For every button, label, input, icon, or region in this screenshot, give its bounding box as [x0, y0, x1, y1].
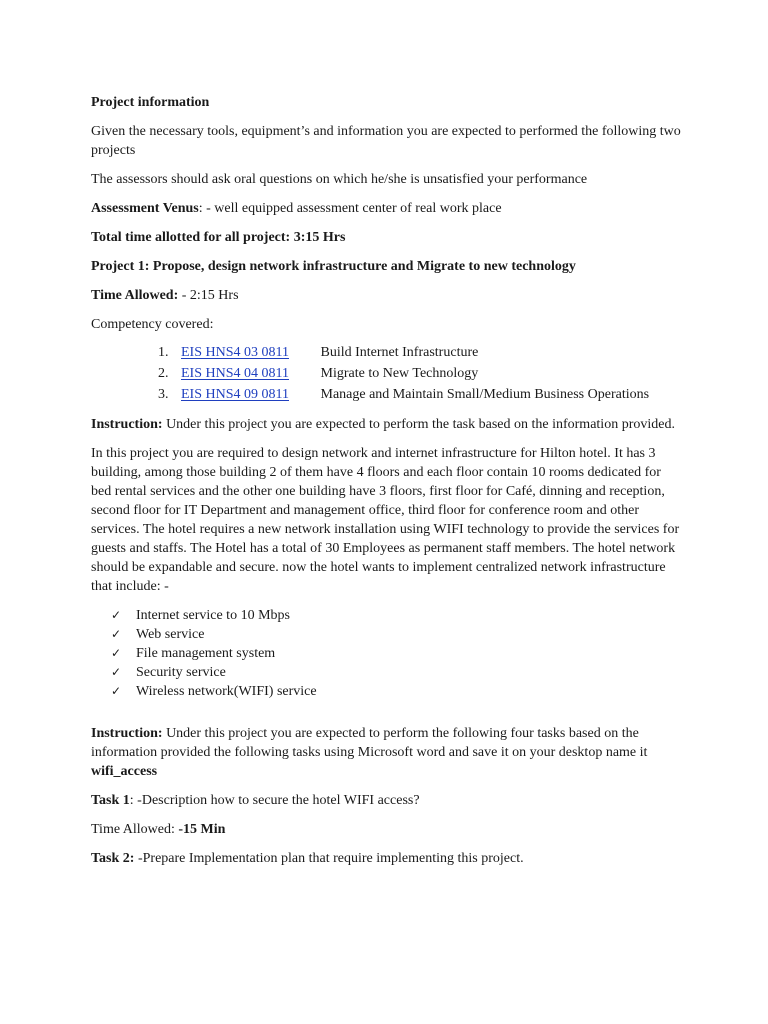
instruction-1-text: Under this project you are expected to perform the task based on the information provided. — [162, 417, 675, 432]
instruction-1 — [91, 415, 681, 434]
competency-name: Build Internet Infrastructure — [320, 345, 479, 360]
competency-code-link[interactable]: EIS HNS4 03 0811 — [181, 345, 289, 360]
file-name: wifi_access — [91, 764, 158, 779]
task-1-label: Task 1 — [91, 793, 130, 808]
competency-item — [91, 342, 681, 363]
competency-item — [91, 363, 681, 384]
project-description: In this project you are required to design network and internet infrastructure for Hilton hotel. It has 3 building, among those building 2 of them have 4 floors and each floor contain 10 rooms dedicated for bed rental services and the other one building have 3 floors, first floor for Café, dinning and reception, second floor for IT Department and management office, third floor for conference room and other services. The hotel requires a new network installation using WIFI technology to provide the services for guests and staffs. The Hotel has a total of 30 Employees as permanent staff members. The hotel network should be expandable and secure. now the hotel wants to implement centralized network infrastructure that include: - — [91, 446, 680, 594]
project-1-title: Project 1: Propose, design network infrastructure and Migrate to new technology — [91, 259, 576, 274]
task-2-text: -Prepare Implementation plan that require implementing this project. — [134, 851, 524, 866]
competency-code-link[interactable]: EIS HNS4 04 0811 — [181, 366, 289, 381]
total-time: Total time allotted for all project: 3:15 Hrs — [91, 230, 346, 245]
task-1-text: : -Description how to secure the hotel WIFI access? — [129, 793, 420, 808]
competency-number: 2. — [158, 366, 169, 381]
intro-paragraph: Given the necessary tools, equipment’s and information you are expected to performed the following two projects — [91, 124, 681, 158]
time-allowed-value: -15 Min — [178, 822, 226, 837]
time-allowed-value: - 2:15 Hrs — [178, 288, 239, 303]
competency-number: 3. — [158, 387, 169, 402]
document-title: Project information — [91, 95, 210, 110]
checkmark-icon: ✓ — [111, 627, 122, 641]
checkmark-icon: ✓ — [111, 608, 122, 622]
competency-code-link[interactable]: EIS HNS4 09 0811 — [181, 387, 289, 402]
spacer — [91, 701, 681, 724]
document-page — [91, 93, 681, 878]
task-1 — [91, 791, 681, 810]
venue-label: Assessment Venus — [91, 201, 199, 216]
time-allowed-label: Time Allowed: — [91, 822, 179, 837]
requirement-item: ✓ Wireless network(WIFI) service — [111, 684, 317, 699]
time-allowed-label: Time Allowed: — [91, 288, 179, 303]
task-1-time-allowed — [91, 820, 681, 839]
venue-text: : - well equipped assessment center of real work place — [198, 201, 502, 216]
checkmark-icon: ✓ — [111, 684, 122, 698]
competency-item — [91, 384, 681, 405]
requirement-item: ✓ Internet service to 10 Mbps — [111, 608, 290, 623]
instruction-label: Instruction: — [91, 726, 163, 741]
competency-label: Competency covered: — [91, 317, 214, 332]
task-2 — [91, 849, 681, 868]
requirement-item: ✓ Security service — [111, 665, 226, 680]
assessor-note: The assessors should ask oral questions on which he/she is unsatisfied your performance — [91, 172, 588, 187]
instruction-2-text: Under this project you are expected to perform the following four tasks based on the information provided the following tasks using Microsoft word and save it on your desktop name it — [91, 726, 648, 760]
competency-name: Migrate to New Technology — [320, 366, 479, 381]
instruction-2 — [91, 724, 681, 781]
assessment-venue — [91, 199, 681, 218]
requirement-item: ✓ File management system — [111, 646, 276, 661]
competency-name: Manage and Maintain Small/Medium Business Operations — [320, 387, 650, 402]
checkmark-icon: ✓ — [111, 646, 122, 660]
requirement-item: ✓ Web service — [111, 627, 205, 642]
requirements-list — [91, 606, 681, 701]
instruction-label: Instruction: — [91, 417, 163, 432]
competency-number: 1. — [158, 345, 169, 360]
competency-list — [91, 342, 681, 405]
project-1-time-allowed — [91, 286, 681, 305]
task-2-label: Task 2: — [91, 851, 135, 866]
checkmark-icon: ✓ — [111, 665, 122, 679]
